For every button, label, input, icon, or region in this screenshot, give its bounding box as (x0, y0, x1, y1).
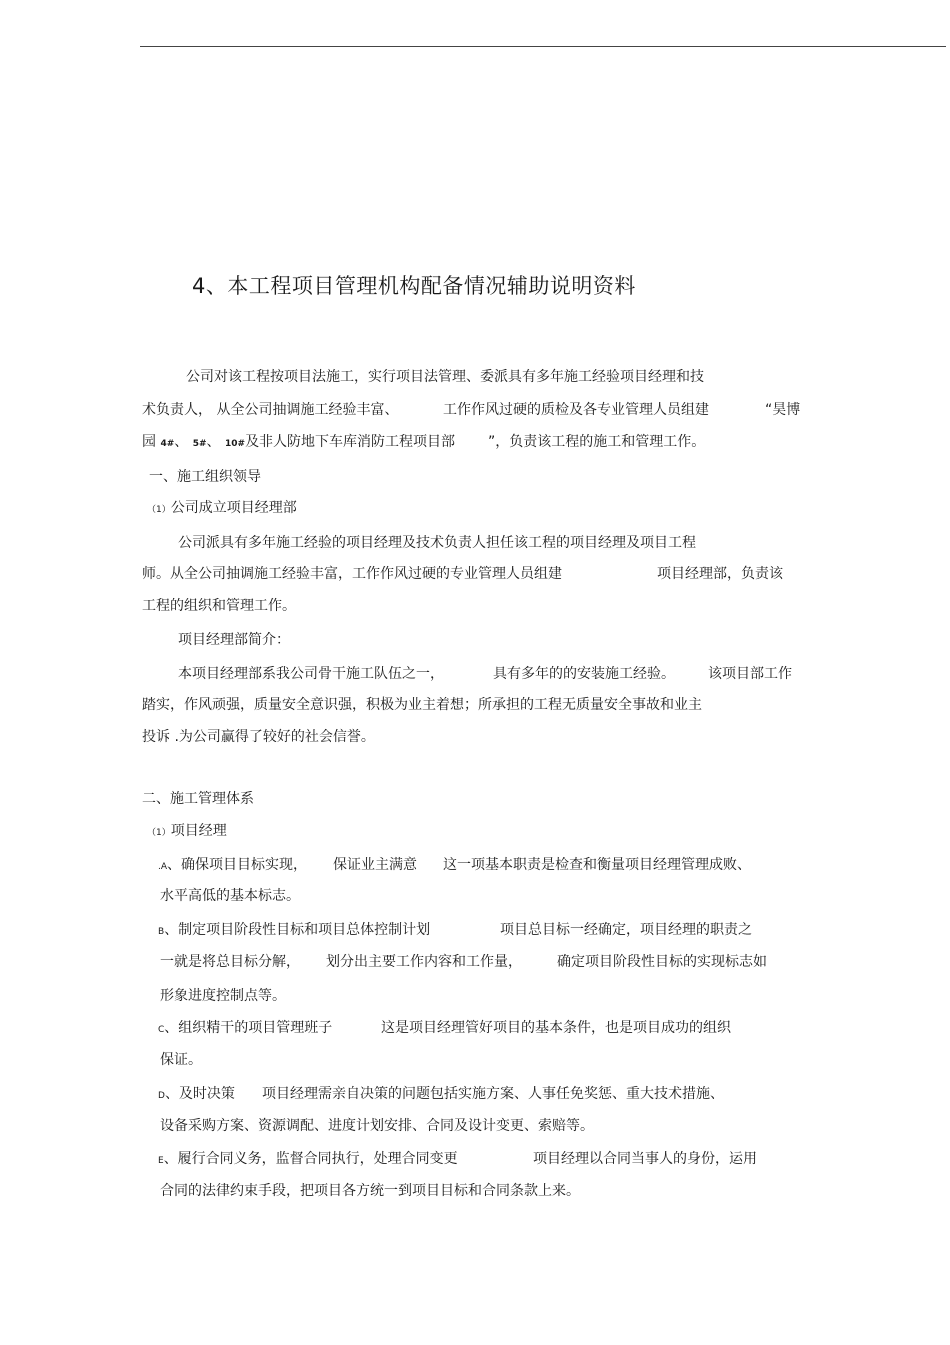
intro-building-10: 10# (224, 439, 246, 449)
intro-line-3 (142, 433, 455, 453)
item-b-line-1b: 项目总目标一经确定，项目经理的职责之 (500, 922, 752, 938)
intro-building-4: 4# (160, 439, 175, 449)
item-b-line-3: 形象进度控制点等。 (160, 988, 286, 1004)
s1-intro-line-1c: 该项目部工作 (708, 666, 792, 682)
item-e-line-1b: 项目经理以合同当事人的身份，运用 (533, 1151, 757, 1167)
s1-para-line-2b: 项目经理部，负责该 (657, 566, 783, 582)
item-a-line-2: 水平高低的基本标志。 (160, 888, 300, 904)
section-1-heading: 一、施工组织领导 (149, 469, 261, 485)
s1-intro-label: 项目经理部简介： (178, 632, 290, 648)
intro-line-2a: 术负责人， 从全公司抽调施工经验丰富、 (142, 402, 399, 418)
s1-intro-line-1a: 本项目经理部系我公司骨干施工队伍之一， (178, 666, 444, 682)
s1-para-line-1: 公司派具有多年施工经验的项目经理及技术负责人担任该工程的项目经理及项目工程 (178, 535, 696, 551)
section-1-subheading (147, 499, 297, 519)
item-b-line-2a: 一就是将总目标分解， (160, 954, 300, 970)
item-d-marker: D (158, 1091, 165, 1101)
section-2-subheading (147, 822, 227, 842)
header-rule (140, 46, 946, 47)
intro-line-1: 公司对该工程按项目法施工，实行项目法管理、委派具有多年施工经验项目经理和技 (186, 369, 704, 385)
section-2-heading: 二、施工管理体系 (142, 791, 254, 807)
item-c-marker: C (158, 1025, 165, 1035)
item-e-marker: E (158, 1156, 164, 1166)
item-b-marker: B (158, 927, 165, 937)
item-b-line-2c: 确定项目阶段性目标的实现标志如 (557, 954, 767, 970)
item-d-line-1 (158, 1085, 235, 1105)
intro-line-2c: “昊博 (765, 402, 801, 418)
intro-sep-1: 、 (174, 434, 189, 450)
intro-line-3-a: 园 (142, 434, 156, 450)
item-a-line-1b: 保证业主满意 (333, 857, 417, 873)
item-c-line-2: 保证。 (160, 1052, 202, 1068)
intro-sep-2: 、 (206, 434, 221, 450)
section-2-sub-text: 项目经理 (170, 823, 227, 839)
item-c-title: 、组织精干的项目管理班子 (164, 1020, 333, 1036)
item-b-title: 、制定项目阶段性目标和项目总体控制计划 (164, 922, 431, 938)
item-d-line-1b: 项目经理需亲自决策的问题包括实施方案、人事任免奖惩、重大技术措施、 (262, 1086, 724, 1102)
s1-intro-line-3: 投诉 .为公司赢得了较好的社会信誉。 (142, 729, 375, 745)
item-a-line-1 (158, 856, 307, 876)
intro-line-2b: 工作作风过硬的质检及各专业管理人员组建 (443, 402, 709, 418)
s1-intro-line-1b: 具有多年的的安装施工经验。 (493, 666, 675, 682)
s1-para-line-2a: 师。从全公司抽调施工经验丰富，工作作风过硬的专业管理人员组建 (142, 566, 562, 582)
section-1-sub-number: （1） (147, 505, 171, 515)
intro-building-5: 5# (192, 439, 207, 449)
item-e-line-2: 合同的法律约束手段，把项目各方统一到项目目标和合同条款上来。 (160, 1183, 580, 1199)
intro-line-3-g: 及非人防地下车库消防工程项目部 (245, 434, 456, 450)
item-a-title: 、确保项目目标实现， (167, 857, 308, 873)
intro-line-3h: ”，负责该工程的施工和管理工作。 (488, 434, 706, 450)
section-1-sub-text: 公司成立项目经理部 (170, 500, 297, 516)
item-d-line-2: 设备采购方案、资源调配、进度计划安排、合同及设计变更、索赔等。 (160, 1118, 594, 1134)
item-b-line-2b: 划分出主要工作内容和工作量， (326, 954, 522, 970)
section-2-sub-number: （1） (147, 828, 171, 838)
item-d-title: 、及时决策 (164, 1086, 235, 1102)
item-a-marker: .A (158, 862, 168, 872)
item-b-line-1 (158, 921, 430, 941)
s1-para-line-3: 工程的组织和管理工作。 (142, 598, 296, 614)
item-c-line-1b: 这是项目经理管好项目的基本条件，也是项目成功的组织 (381, 1020, 731, 1036)
item-e-line-1 (158, 1150, 458, 1170)
item-c-line-1 (158, 1019, 332, 1039)
document-title: 4、本工程项目管理机构配备情况辅助说明资料 (192, 274, 636, 298)
s1-intro-line-2: 踏实，作风顽强，质量安全意识强，积极为业主着想；所承担的工程无质量安全事故和业主 (142, 697, 702, 713)
item-a-line-1c: 这一项基本职责是检查和衡量项目经理管理成败、 (443, 857, 751, 873)
item-e-title: 、履行合同义务，监督合同执行，处理合同变更 (163, 1151, 458, 1167)
